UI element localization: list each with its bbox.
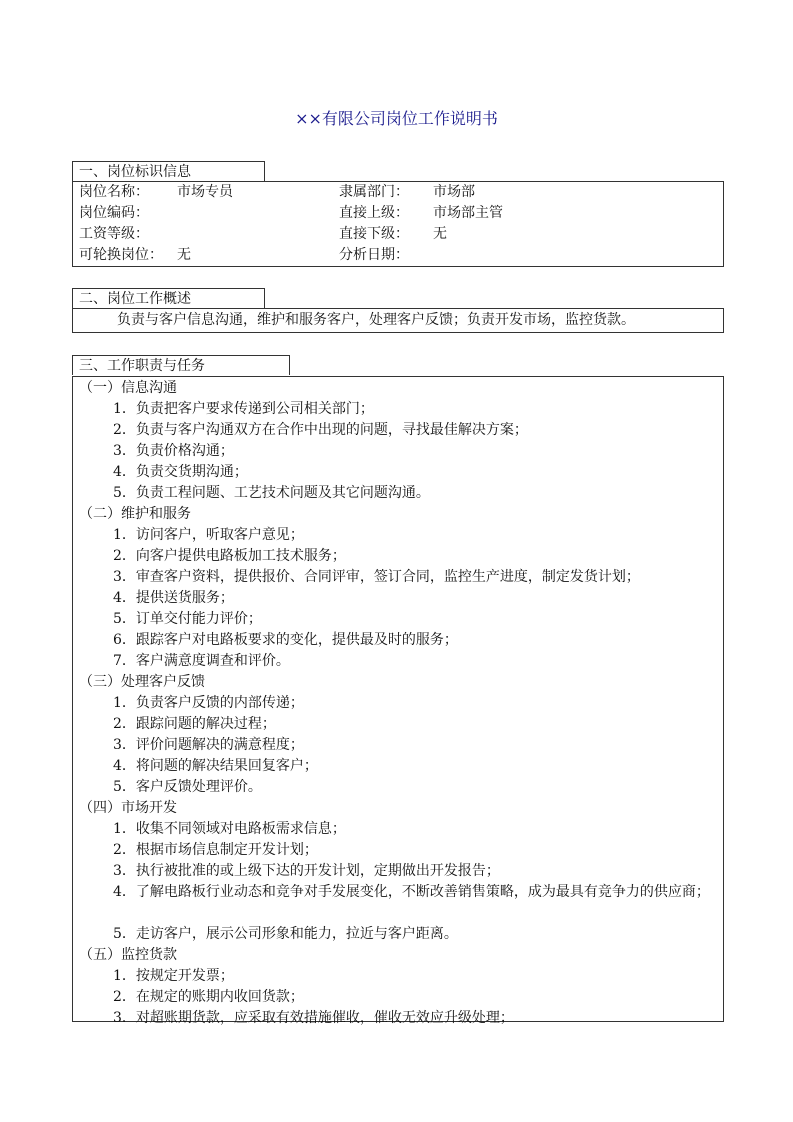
list-item: 3．执行被批准的或上级下达的开发计划，定期做出开发报告；	[113, 863, 500, 879]
department-value: 市场部	[433, 184, 475, 200]
group-title: （四）市场开发	[79, 800, 177, 816]
list-item: 5．负责工程问题、工艺技术问题及其它问题沟通。	[113, 485, 430, 501]
section1-box	[72, 181, 724, 267]
info-row	[73, 182, 723, 203]
section2-heading: 二、岗位工作概述	[72, 288, 265, 308]
list-item: 3．负责价格沟通；	[113, 443, 234, 459]
rotation-post-value: 无	[177, 247, 191, 263]
list-item: 5．走访客户，展示公司形象和能力，拉近与客户距离。	[113, 926, 458, 942]
list-item: 1．负责客户反馈的内部传递；	[113, 695, 304, 711]
list-item: 5．客户反馈处理评价。	[113, 779, 262, 795]
salary-grade-label: 工资等级：	[79, 226, 149, 242]
info-row	[73, 245, 723, 266]
post-name-label: 岗位名称：	[79, 184, 149, 200]
list-item: 4．将问题的解决结果回复客户；	[113, 758, 318, 774]
list-item: 2．根据市场信息制定开发计划；	[113, 842, 318, 858]
group-title: （二）维护和服务	[79, 506, 191, 522]
info-row	[73, 224, 723, 245]
list-item: 4．提供送货服务；	[113, 590, 234, 606]
document-title: ××有限公司岗位工作说明书	[295, 109, 498, 128]
section3-heading: 三、工作职责与任务	[72, 355, 290, 375]
group-title: （一）信息沟通	[79, 380, 177, 396]
summary-text: 负责与客户信息沟通，维护和服务客户，处理客户反馈；负责开发市场，监控货款。	[117, 312, 635, 328]
list-item: 6．跟踪客户对电路板要求的变化，提供最及时的服务；	[113, 632, 458, 648]
direct-subordinate-label: 直接下级：	[339, 226, 409, 242]
list-item: 2．向客户提供电路板加工技术服务；	[113, 548, 346, 564]
info-row	[73, 203, 723, 224]
post-code-label: 岗位编码：	[79, 205, 149, 221]
section3-box	[72, 376, 724, 1026]
list-item: 7．客户满意度调查和评价。	[113, 653, 290, 669]
rotation-post-label: 可轮换岗位：	[79, 247, 163, 263]
list-item: 2．跟踪问题的解决过程；	[113, 716, 276, 732]
list-item: 1．收集不同领域对电路板需求信息；	[113, 821, 346, 837]
list-item: 4．负责交货期沟通；	[113, 464, 248, 480]
list-item: 5．订单交付能力评价；	[113, 611, 262, 627]
list-item: 2．在规定的账期内收回货款；	[113, 989, 304, 1005]
department-label: 隶属部门：	[339, 184, 409, 200]
post-name-value: 市场专员	[177, 184, 233, 200]
list-item: 1．访问客户，听取客户意见；	[113, 527, 304, 543]
direct-subordinate-value: 无	[433, 226, 447, 242]
direct-superior-label: 直接上级：	[339, 205, 409, 221]
list-item: 1．负责把客户要求传递到公司相关部门；	[113, 401, 374, 417]
list-item: 3．审查客户资料，提供报价、合同评审，签订合同，监控生产进度，制定发货计划；	[113, 569, 640, 585]
group-title: （三）处理客户反馈	[79, 674, 205, 690]
list-item: 2．负责与客户沟通双方在合作中出现的问题，寻找最佳解决方案；	[113, 422, 528, 438]
analysis-date-label: 分析日期：	[339, 247, 409, 263]
list-item: 3．对超账期货款，应采取有效措施催收，催收无效应升级处理；	[113, 1010, 514, 1026]
list-item: 1．按规定开发票；	[113, 968, 234, 984]
list-item: 3．评价问题解决的满意程度；	[113, 737, 304, 753]
section1-heading: 一、岗位标识信息	[72, 161, 265, 181]
list-item: 4．了解电路板行业动态和竞争对手发展变化，不断改善销售策略，成为最具有竞争力的供应商；	[113, 884, 710, 900]
direct-superior-value: 市场部主管	[433, 205, 503, 221]
group-title: （五）监控货款	[79, 947, 177, 963]
section2-box	[72, 308, 724, 333]
